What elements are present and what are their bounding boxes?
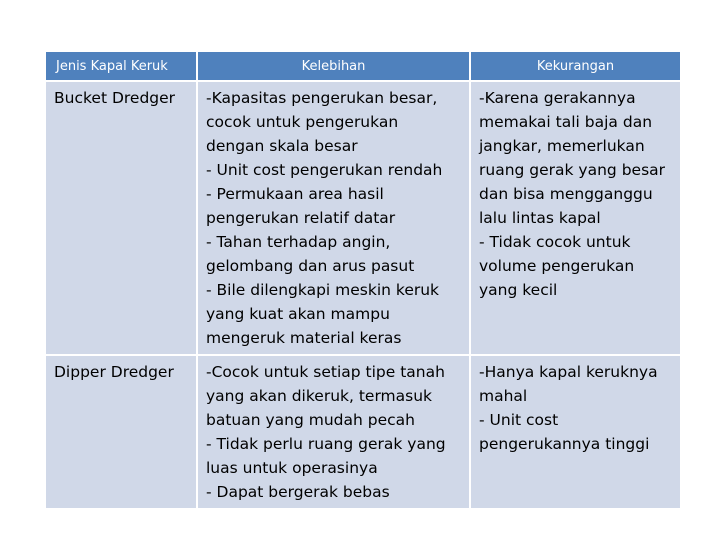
table-row xyxy=(45,81,681,355)
header-kelebihan: Kelebihan xyxy=(197,51,470,81)
kelebihan-cell: -Cocok untuk setiap tipe tanah yang akan dikeruk, termasuk batuan yang mudah pecah - Tidak perlu ruang gerak yang luas untuk operasinya - Dapat bergerak bebas xyxy=(197,355,470,509)
row-name-cell: Bucket Dredger xyxy=(45,81,197,355)
row-name-cell: Dipper Dredger xyxy=(45,355,197,509)
header-jenis-kapal-keruk: Jenis Kapal Keruk xyxy=(45,51,197,81)
header-kekurangan: Kekurangan xyxy=(470,51,681,81)
kelebihan-cell: -Kapasitas pengerukan besar, cocok untuk pengerukan dengan skala besar - Unit cost pengerukan rendah - Permukaan area hasil pengerukan relatif datar - Tahan terhadap angin, gelombang dan arus pasut - Bile dilengkapi meskin keruk yang kuat akan mampu mengeruk material keras xyxy=(197,81,470,355)
dredger-comparison-table xyxy=(44,50,682,510)
kekurangan-cell: -Hanya kapal keruknya mahal - Unit cost pengerukannya tinggi xyxy=(470,355,681,509)
kekurangan-cell: -Karena gerakannya memakai tali baja dan jangkar, memerlukan ruang gerak yang besar dan bisa mengganggu lalu lintas kapal - Tidak cocok untuk volume pengerukan yang kecil xyxy=(470,81,681,355)
table-row xyxy=(45,355,681,509)
table-header-row xyxy=(45,51,681,81)
